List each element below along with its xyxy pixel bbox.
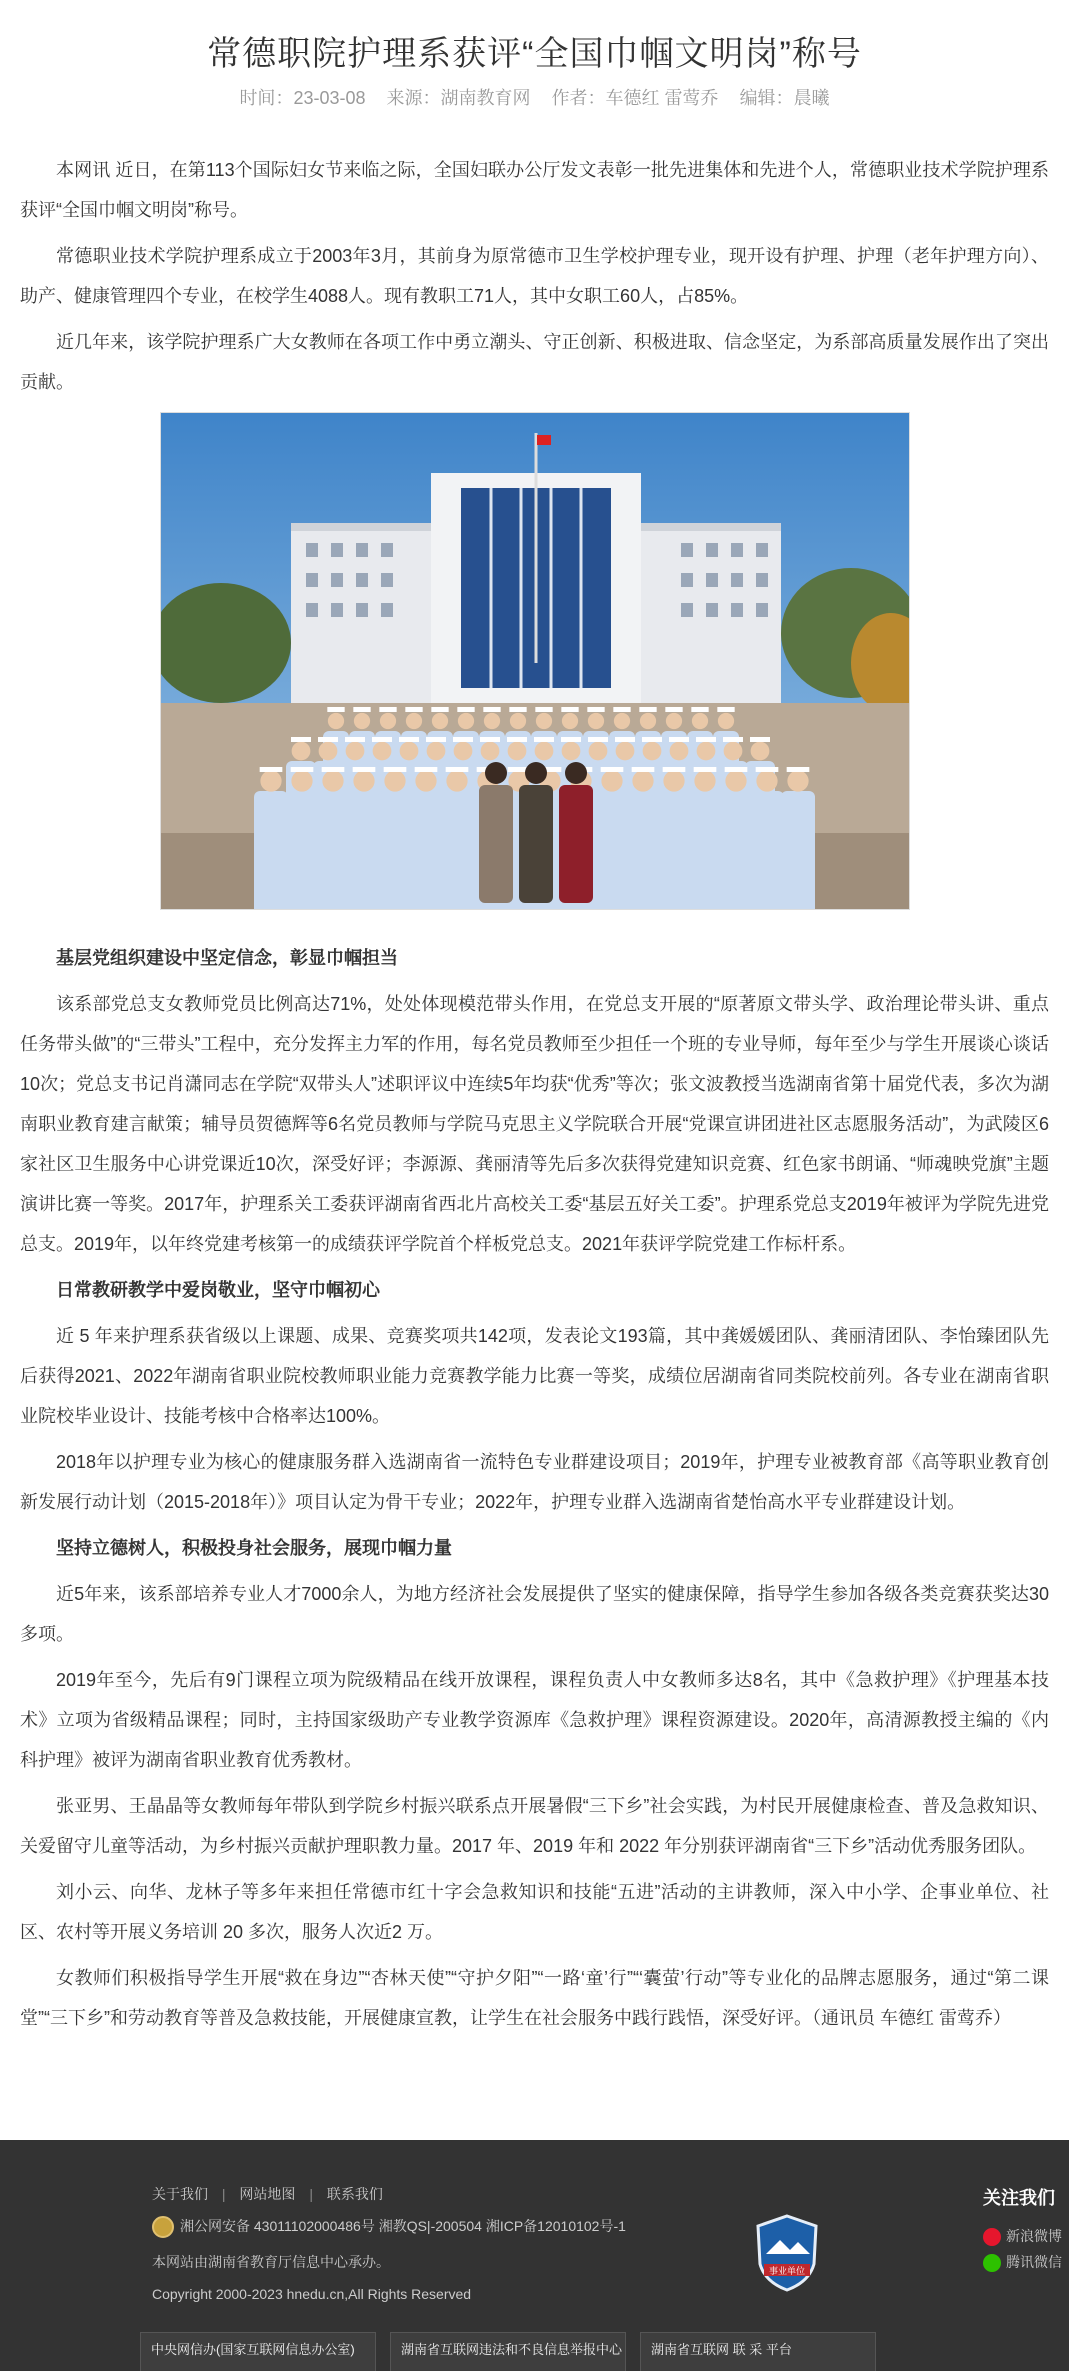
nurse-head	[669, 742, 688, 761]
nurse-head	[787, 770, 808, 791]
author-value: 车德红 雷莺乔	[605, 88, 719, 108]
footer-link-separator: |	[309, 2186, 313, 2202]
banner-report-center[interactable]	[390, 2332, 626, 2371]
paragraph: 女教师们积极指导学生开展“救在身边”“杏林天使”“守护夕阳”“一路‘童’行”“‘囊萤’行动”等专业化的品牌志愿服务，通过“第二课堂”“三下乡”和劳动教育等普及急救技能，开展健康宣教，让学生在社会服务中践行践悟，深受好评。（通讯员 车德红 雷莺乔）	[20, 1968, 1049, 2028]
source-value: 湖南教育网	[440, 88, 531, 108]
banner-joint-platform[interactable]	[640, 2332, 876, 2371]
nurse-cap	[383, 767, 406, 772]
paragraph: 2019年至今，先后有9门课程立项为院级精品在线开放课程，课程负责人中女教师多达8名，其中《急救护理》《护理基本技术》立项为省级精品课程；同时，主持国家级助产专业教学资源库《急救护理》课程资源建设。2020年，高清源教授主编的《内科护理》被评为湖南省职业教育优秀教材。	[20, 1670, 1049, 1770]
nurse-figure	[409, 791, 443, 910]
nurse-head	[696, 742, 715, 761]
nurse-head	[723, 742, 742, 761]
nurse-head	[431, 713, 447, 729]
nurse-cap	[327, 707, 344, 712]
nurse-cap	[352, 767, 375, 772]
nurse-head	[750, 742, 769, 761]
public-institution-label: 事业单位	[768, 2267, 806, 2277]
nurse-head	[399, 742, 418, 761]
nurse-cap	[291, 737, 311, 742]
nurse-cap	[613, 707, 630, 712]
paragraph: 常德职业技术学院护理系成立于2003年3月，其前身为原常德市卫生学校护理专业，现开设有护理、护理（老年护理方向）、助产、健康管理四个专业，在校学生4088人。现有教职工71人，其中女职工60人，占85%。	[20, 246, 1049, 306]
nurse-figure	[440, 791, 474, 910]
nurse-cap	[535, 707, 552, 712]
nurse-head	[327, 713, 343, 729]
nurse-cap	[259, 767, 282, 772]
nurse-head	[318, 742, 337, 761]
nurse-cap	[414, 767, 437, 772]
group-photo	[160, 412, 910, 910]
nurse-head	[587, 713, 603, 729]
nurse-cap	[507, 737, 527, 742]
nurse-cap	[669, 737, 689, 742]
nurse-head	[694, 770, 715, 791]
footer-icp	[152, 2216, 626, 2238]
nurse-head	[415, 770, 436, 791]
nurse-head	[426, 742, 445, 761]
nurse-head	[601, 770, 622, 791]
nurse-head	[588, 742, 607, 761]
article-meta	[20, 84, 1049, 114]
source-label: 来源：	[386, 88, 441, 108]
nurse-cap	[457, 707, 474, 712]
nurse-cap	[691, 707, 708, 712]
nurse-cap	[631, 767, 654, 772]
nurse-head	[453, 742, 472, 761]
nurse-head	[457, 713, 473, 729]
nurse-head	[322, 770, 343, 791]
nurse-head	[480, 742, 499, 761]
nurse-cap	[724, 767, 747, 772]
follow-us-title: 关注我们	[983, 2188, 1055, 2208]
nurse-figure	[626, 791, 660, 910]
nurse-figure	[750, 791, 784, 910]
nurse-cap	[723, 737, 743, 742]
paragraph: 近 5 年来护理系获省级以上课题、成果、竞赛奖项共142项，发表论文193篇，其中龚媛媛团队、龚丽清团队、李怡臻团队先后获得2021、2022年湖南省职业院校教师职业能力竞赛教学能力比赛一等奖，成绩位居湖南省同类院校前列。各专业在湖南省职业院校毕业设计、技能考核中合格率达100%。	[20, 1326, 1049, 1426]
banner-report-label: 湖南省互联网违法和不良信息举报中心	[401, 2342, 623, 2357]
weibo-link[interactable]	[983, 2226, 1062, 2246]
nurse-head	[561, 742, 580, 761]
nurse-cap	[587, 707, 604, 712]
nurse-figure	[316, 791, 350, 910]
nurse-cap	[561, 737, 581, 742]
nurse-head	[446, 770, 467, 791]
nurse-cap	[693, 767, 716, 772]
section-heading: 日常教研教学中爱岗敬业，坚守巾帼初心	[56, 1280, 380, 1300]
paragraph: 本网讯 近日，在第113个国际妇女节来临之际，全国妇联办公厅发文表彰一批先进集体和先进个人，常德职业技术学院护理系获评“全国巾帼文明岗”称号。	[20, 160, 1049, 220]
nurse-head	[725, 770, 746, 791]
site-footer	[0, 2140, 1069, 2371]
nurse-cap	[786, 767, 809, 772]
nurse-head	[405, 713, 421, 729]
nurse-head	[291, 770, 312, 791]
nurse-head	[639, 713, 655, 729]
nurse-cap	[561, 707, 578, 712]
footer-link-sitemap[interactable]: 网站地图	[239, 2186, 296, 2202]
nurse-figure	[595, 791, 629, 910]
weibo-icon	[983, 2228, 1001, 2246]
nurse-figure	[781, 791, 815, 910]
nurse-cap	[321, 767, 344, 772]
section-heading: 坚持立德树人，积极投身社会服务，展现巾帼力量	[56, 1538, 452, 1558]
wechat-label: 腾讯微信	[1006, 2254, 1062, 2270]
group-photo-illustration	[161, 413, 910, 910]
teacher-figure	[559, 785, 593, 903]
nurse-cap	[534, 737, 554, 742]
nurse-cap	[755, 767, 778, 772]
nurse-head	[534, 742, 553, 761]
nurse-figure	[657, 791, 691, 910]
nurse-cap	[600, 767, 623, 772]
nurse-cap	[615, 737, 635, 742]
nurse-cap	[445, 767, 468, 772]
nurse-figure	[254, 791, 288, 910]
people-group	[254, 707, 815, 910]
nurse-head	[345, 742, 364, 761]
nurse-cap	[318, 737, 338, 742]
nurse-cap	[662, 767, 685, 772]
nurse-head	[717, 713, 733, 729]
banner-joint-label: 湖南省互联网 联 采 平台	[651, 2342, 792, 2357]
nurse-cap	[453, 737, 473, 742]
nurse-head	[483, 713, 499, 729]
footer-link-contact[interactable]: 联系我们	[326, 2186, 383, 2202]
paragraph: 2018年以护理专业为核心的健康服务群入选湖南省一流特色专业群建设项目；2019年，护理专业被教育部《高等职业教育创新发展行动计划（2015-2018年）》项目认定为骨干专业；2022年，护理专业群入选湖南省楚怡高水平专业群建设计划。	[20, 1452, 1049, 1512]
wechat-icon	[983, 2254, 1001, 2272]
public-institution-badge-icon[interactable]	[754, 2214, 820, 2292]
nurse-cap	[372, 737, 392, 742]
nurse-figure	[378, 791, 412, 910]
time-value: 23-03-08	[293, 88, 366, 108]
nurse-cap	[665, 707, 682, 712]
nurse-cap	[431, 707, 448, 712]
banner-cac-label: 中央网信办(国家互联网信息办公室)	[151, 2342, 355, 2357]
nurse-cap	[639, 707, 656, 712]
footer-icp-text[interactable]: 湘公网安备 43011102000486号 湘教QS|-200504 湘ICP备12010102号-1	[180, 2218, 626, 2234]
nurse-head	[613, 713, 629, 729]
paragraph: 张亚男、王晶晶等女教师每年带队到学院乡村振兴联系点开展暑假“三下乡”社会实践，为村民开展健康检查、普及急救知识、关爱留守儿童等活动，为乡村振兴贡献护理职教力量。2017 年、2019 年和 2022 年分别获评湖南省“三下乡”活动优秀服务团队。	[20, 1796, 1049, 1856]
nurse-cap	[399, 737, 419, 742]
nurse-cap	[353, 707, 370, 712]
nurse-head	[615, 742, 634, 761]
banner-cac[interactable]	[140, 2332, 376, 2371]
nurse-head	[663, 770, 684, 791]
teacher-head	[525, 762, 547, 784]
nurse-head	[691, 713, 707, 729]
paragraph: 近5年来，该系部培养专业人才7000余人，为地方经济社会发展提供了坚实的健康保障，指导学生参加各级各类竞赛获奖达30多项。	[20, 1584, 1049, 1644]
nurse-head	[509, 713, 525, 729]
teacher-figure	[479, 785, 513, 903]
nurse-head	[384, 770, 405, 791]
nurse-head	[291, 742, 310, 761]
nurse-cap	[696, 737, 716, 742]
nurse-figure	[285, 791, 319, 910]
nurse-head	[632, 770, 653, 791]
weibo-label: 新浪微博	[1006, 2228, 1062, 2244]
nurse-head	[756, 770, 777, 791]
nurse-head	[507, 742, 526, 761]
teacher-figure	[519, 785, 553, 903]
nurse-cap	[509, 707, 526, 712]
paragraph: 刘小云、向华、龙林子等多年来担任常德市红十字会急救知识和技能“五进”活动的主讲教师，深入中小学、企事业单位、社区、农村等开展义务培训 20 多次，服务人次近2 万。	[20, 1882, 1049, 1942]
paragraph: 该系部党总支女教师党员比例高达71%，处处体现模范带头作用，在党总支开展的“原著原文带头学、政治理论带头讲、重点任务带头做”的“三带头”工程中，充分发挥主力军的作用，每名党员教师至少担任一个班的专业导师，每年至少与学生开展谈心谈话10次；党总支书记肖潇同志在学院“双带头人”述职评议中连续5年均获“优秀”等次；张文波教授当选湖南省第十届党代表，多次为湖南职业教育建言献策；辅导员贺德辉等6名党员教师与学院马克思主义学院联合开展“党课宣讲团进社区志愿服务活动”，为武陵区6家社区卫生服务中心讲党课近10次，深受好评；李源源、龚丽清等先后多次获得党建知识竞赛、红色家书朗诵、“师魂映党旗”主题演讲比赛一等奖。2017年，护理系关工委获评湖南省西北片高校关工委“基层五好关工委”。护理系党总支2019年被评为学院先进党总支。2019年，以年终党建考核第一的成绩获评学院首个样板党总支。2021年获评学院党建工作标杆系。	[20, 994, 1049, 1254]
nurse-head	[665, 713, 681, 729]
nurse-head	[561, 713, 577, 729]
nurse-head	[372, 742, 391, 761]
nurse-figure	[688, 791, 722, 910]
nurse-figure	[719, 791, 753, 910]
nurse-head	[642, 742, 661, 761]
article-body	[20, 150, 1049, 2038]
nurse-cap	[345, 737, 365, 742]
nurse-cap	[588, 737, 608, 742]
nurse-cap	[750, 737, 770, 742]
time-label: 时间：	[239, 88, 294, 108]
author-label: 作者：	[551, 88, 606, 108]
nurse-figure	[347, 791, 381, 910]
section-heading: 基层党组织建设中坚定信念，彰显巾帼担当	[56, 948, 398, 968]
footer-link-separator: |	[221, 2186, 226, 2202]
nurse-cap	[717, 707, 734, 712]
nurse-head	[535, 713, 551, 729]
article-title: 常德职院护理系获评“全国巾帼文明岗”称号	[207, 35, 862, 73]
nurse-head	[353, 713, 369, 729]
nurse-cap	[483, 707, 500, 712]
footer-host: 本网站由湖南省教育厅信息中心承办。	[152, 2254, 390, 2270]
footer-links	[152, 2184, 393, 2204]
wechat-link[interactable]	[983, 2252, 1062, 2272]
editor-value: 晨曦	[793, 88, 830, 108]
nurse-cap	[405, 707, 422, 712]
footer-link-about[interactable]: 关于我们	[152, 2186, 208, 2202]
paragraph: 近几年来，该学院护理系广大女教师在各项工作中勇立潮头、守正创新、积极进取、信念坚定，为系部高质量发展作出了突出贡献。	[20, 332, 1049, 392]
teacher-head	[485, 762, 507, 784]
nurse-head	[379, 713, 395, 729]
nurse-head	[260, 770, 281, 791]
police-badge-icon	[152, 2216, 174, 2238]
footer-copyright: Copyright 2000-2023 hnedu.cn,All Rights Reserved	[152, 2286, 472, 2302]
nurse-cap	[379, 707, 396, 712]
teacher-head	[565, 762, 587, 784]
nurse-cap	[290, 767, 313, 772]
nurse-cap	[642, 737, 662, 742]
editor-label: 编辑：	[739, 88, 794, 108]
nurse-cap	[426, 737, 446, 742]
nurse-cap	[480, 737, 500, 742]
nurse-head	[353, 770, 374, 791]
